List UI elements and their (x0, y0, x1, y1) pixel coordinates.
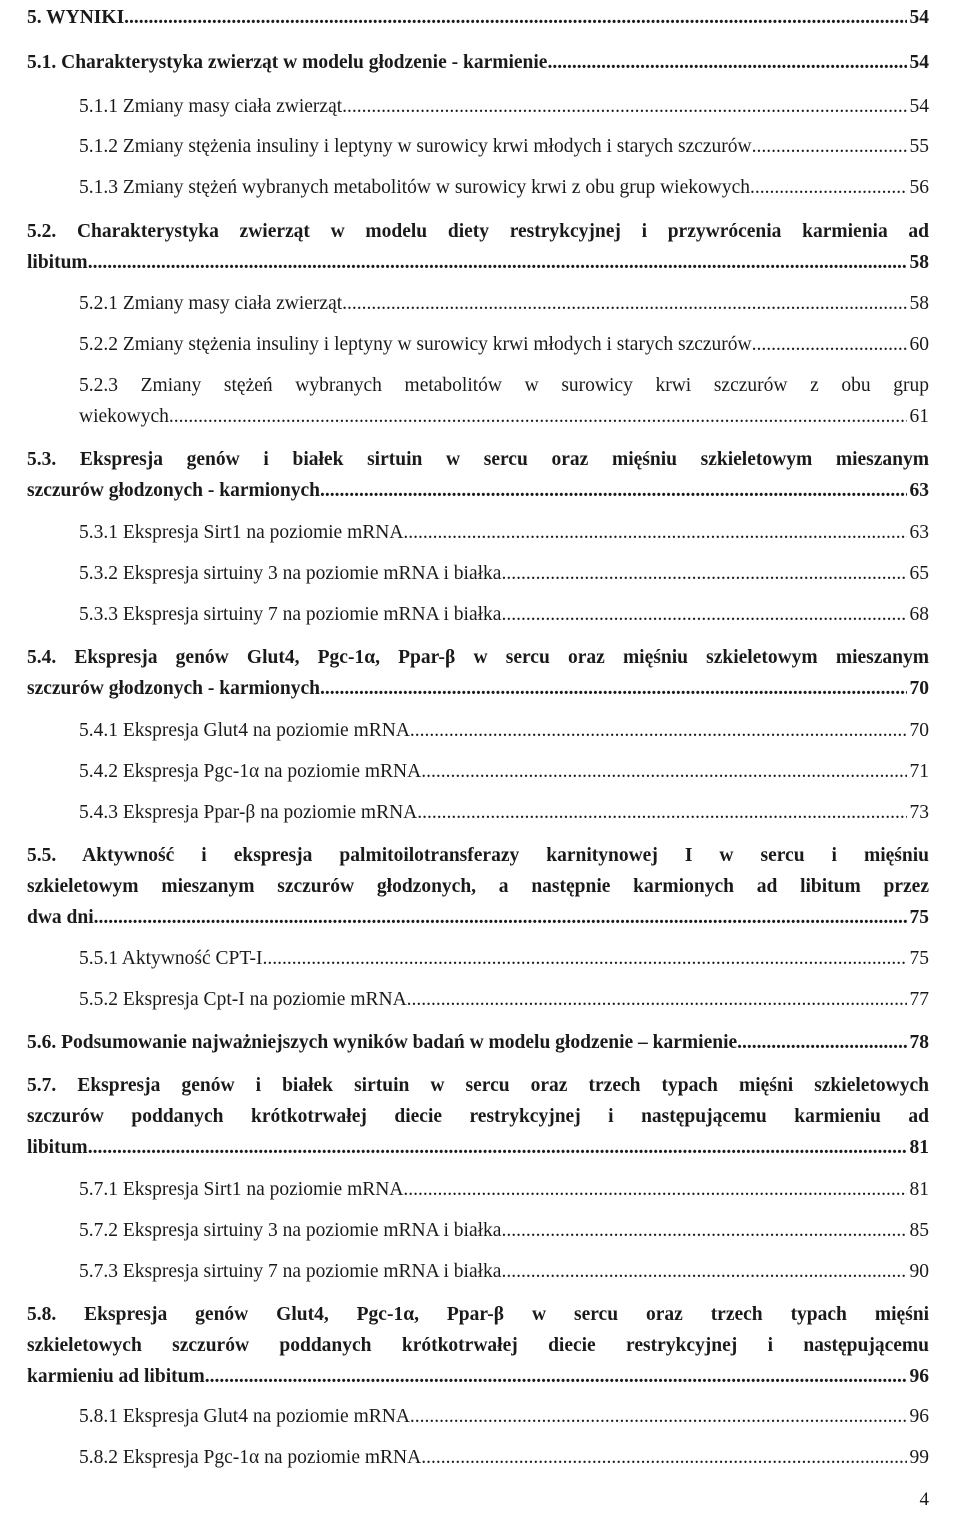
toc-entry-title: 5.7.2 Ekspresja sirtuiny 3 na poziomie mRNA i białka (79, 1220, 502, 1241)
dot-leader (403, 1174, 906, 1205)
toc-subsection-entry[interactable] (79, 1442, 929, 1473)
toc-page-number: 55 (909, 136, 929, 157)
toc-subsection-entry[interactable] (79, 984, 929, 1015)
toc-entry-title: szczurów głodzonych - karmionych (27, 678, 321, 699)
dot-leader (417, 797, 906, 828)
toc-entry-title: 5.1.3 Zmiany stężeń wybranych metabolitów w surowicy krwi z obu grup wiekowych (79, 177, 750, 198)
dot-leader (342, 91, 906, 122)
toc-page-number: 63 (909, 522, 929, 543)
toc-entry-title: 5. WYNIKI (27, 7, 125, 28)
toc-page-number: 96 (909, 1366, 929, 1387)
toc-entry-title: 5.8.1 Ekspresja Glut4 na poziomie mRNA (79, 1406, 410, 1427)
toc-entry-title-line: 5.2. Charakterystyka zwierząt w modelu diety restrykcyjnej i przywrócenia karmienia ad (27, 221, 929, 242)
toc-entry-title-line: 5.7. Ekspresja genów i białek sirtuin w sercu oraz trzech typach mięśni szkieletowych (27, 1075, 929, 1096)
toc-page-number: 61 (909, 406, 929, 427)
toc-page-number: 70 (909, 720, 929, 741)
toc-entry-title-line: 5.5. Aktywność i ekspresja palmitoilotransferazy karnitynowej I w sercu i mięśniu (27, 845, 929, 866)
dot-leader (421, 756, 906, 787)
toc-entry-title-line: 5.2.3 Zmiany stężeń wybranych metabolitów w surowicy krwi szczurów z obu grup (79, 375, 929, 396)
toc-page-number: 73 (909, 802, 929, 823)
dot-leader (169, 401, 907, 432)
toc-entry-title: 5.2.2 Zmiany stężenia insuliny i leptyny w surowicy krwi młodych i starych szczurów (79, 334, 752, 355)
toc-page-number: 96 (909, 1406, 929, 1427)
toc-page-number: 81 (909, 1179, 929, 1200)
toc-entry-title: libitum (27, 252, 88, 273)
toc-page-number: 54 (909, 7, 929, 28)
toc-subsection-entry[interactable] (79, 599, 929, 630)
toc-section-entry[interactable] (27, 1299, 929, 1392)
dot-leader (547, 47, 906, 78)
toc-entry-title-line: 5.4. Ekspresja genów Glut4, Pgc-1α, Ppar-β w sercu oraz mięśniu szkieletowym mieszanym (27, 647, 929, 668)
toc-page-number: 54 (909, 96, 929, 117)
toc-page-number: 77 (909, 989, 929, 1010)
toc-entry-title: 5.1. Charakterystyka zwierząt w modelu głodzenie - karmienie (27, 52, 548, 73)
toc-section-entry[interactable] (27, 840, 929, 933)
toc-page-number: 68 (909, 604, 929, 625)
toc-entry-title: 5.1.2 Zmiany stężenia insuliny i leptyny w surowicy krwi młodych i starych szczurów (79, 136, 752, 157)
dot-leader (752, 329, 907, 360)
dot-leader (342, 288, 906, 319)
toc-entry-title: 5.4.2 Ekspresja Pgc-1α na poziomie mRNA (79, 761, 422, 782)
toc-entry-title-line: 5.3. Ekspresja genów i białek sirtuin w sercu oraz mięśniu szkieletowym mieszanym (27, 449, 929, 470)
toc-subsection-entry[interactable] (79, 715, 929, 746)
dot-leader (752, 131, 907, 162)
toc-entry-title: 5.4.3 Ekspresja Ppar-β na poziomie mRNA (79, 802, 418, 823)
dot-leader (94, 902, 907, 933)
toc-section-entry[interactable] (27, 216, 929, 278)
toc-page-number: 60 (909, 334, 929, 355)
toc-section-entry[interactable] (27, 1070, 929, 1163)
dot-leader (750, 172, 907, 203)
toc-entry-title-line: szkieletowym mieszanym szczurów głodzonych, a następnie karmionych ad libitum przez (27, 876, 929, 897)
toc-entry-title: libitum (27, 1137, 88, 1158)
toc-entry-title: szczurów głodzonych - karmionych (27, 480, 321, 501)
toc-page-number: 70 (909, 678, 929, 699)
toc-section-entry[interactable] (27, 642, 929, 704)
toc-entry-title: dwa dni (27, 907, 94, 928)
toc-subsection-entry[interactable] (79, 288, 929, 319)
toc-page-number: 78 (909, 1032, 929, 1053)
dot-leader (410, 1401, 907, 1432)
dot-leader (262, 943, 906, 974)
dot-leader (88, 247, 907, 278)
toc-entry-title: 5.2.1 Zmiany masy ciała zwierząt (79, 293, 343, 314)
toc-subsection-entry[interactable] (79, 131, 929, 162)
toc-entry-title-line: 5.8. Ekspresja genów Glut4, Pgc-1α, Ppar-β w sercu oraz trzech typach mięśni (27, 1304, 929, 1325)
toc-section-entry[interactable] (27, 2, 929, 33)
dot-leader (88, 1132, 907, 1163)
toc-subsection-entry[interactable] (79, 172, 929, 203)
toc-subsection-entry[interactable] (79, 1256, 929, 1287)
toc-page-number: 58 (909, 293, 929, 314)
toc-page-number: 85 (909, 1220, 929, 1241)
toc-entry-title: wiekowych (79, 406, 169, 427)
dot-leader (501, 1215, 906, 1246)
toc-subsection-entry[interactable] (79, 943, 929, 974)
toc-subsection-entry[interactable] (79, 329, 929, 360)
toc-subsection-entry[interactable] (79, 91, 929, 122)
toc-page-number: 63 (909, 480, 929, 501)
toc-entry-title: 5.3.2 Ekspresja sirtuiny 3 na poziomie mRNA i białka (79, 563, 502, 584)
toc-page-number: 54 (909, 52, 929, 73)
dot-leader (407, 984, 907, 1015)
dot-leader (501, 599, 906, 630)
dot-leader (320, 673, 906, 704)
toc-subsection-entry[interactable] (79, 558, 929, 589)
toc-entry-title: 5.7.1 Ekspresja Sirt1 na poziomie mRNA (79, 1179, 404, 1200)
toc-entry-title: 5.6. Podsumowanie najważniejszych wyników badań w modelu głodzenie – karmienie (27, 1032, 738, 1053)
dot-leader (410, 715, 907, 746)
toc-subsection-entry[interactable] (79, 797, 929, 828)
toc-entry-title: 5.5.2 Ekspresja Cpt-I na poziomie mRNA (79, 989, 407, 1010)
toc-page-number: 58 (909, 252, 929, 273)
toc-entry-title-line: szkieletowych szczurów poddanych krótkotrwałej diecie restrykcyjnej i następującemu (27, 1335, 929, 1356)
toc-entry-title: 5.8.2 Ekspresja Pgc-1α na poziomie mRNA (79, 1447, 422, 1468)
toc-page-number: 81 (909, 1137, 929, 1158)
toc-page-number: 75 (909, 907, 929, 928)
toc-subsection-entry[interactable] (79, 517, 929, 548)
dot-leader (205, 1361, 907, 1392)
toc-page-number: 90 (909, 1261, 929, 1282)
dot-leader (320, 475, 906, 506)
toc-page-number: 56 (909, 177, 929, 198)
toc-entry-title: 5.3.3 Ekspresja sirtuiny 7 na poziomie mRNA i białka (79, 604, 502, 625)
toc-page-number: 99 (909, 1447, 929, 1468)
toc-entry-title: 5.7.3 Ekspresja sirtuiny 7 na poziomie mRNA i białka (79, 1261, 502, 1282)
toc-subsection-entry[interactable] (79, 1401, 929, 1432)
toc-section-entry[interactable] (27, 47, 929, 78)
toc-page-number: 65 (909, 563, 929, 584)
toc-subsection-entry[interactable] (79, 1174, 929, 1205)
dot-leader (737, 1027, 906, 1058)
toc-entry-title: 5.4.1 Ekspresja Glut4 na poziomie mRNA (79, 720, 410, 741)
toc-entry-title: karmieniu ad libitum (27, 1366, 205, 1387)
toc-entry-title: 5.3.1 Ekspresja Sirt1 na poziomie mRNA (79, 522, 404, 543)
dot-leader (421, 1442, 906, 1473)
toc-entry-title: 5.5.1 Aktywność CPT-I (79, 948, 263, 969)
toc-page-number: 71 (909, 761, 929, 782)
dot-leader (403, 517, 906, 548)
toc-subsection-entry[interactable] (79, 756, 929, 787)
toc-page-number: 75 (909, 948, 929, 969)
dot-leader (501, 1256, 906, 1287)
toc-entry-title: 5.1.1 Zmiany masy ciała zwierząt (79, 96, 343, 117)
dot-leader (124, 2, 906, 33)
dot-leader (501, 558, 906, 589)
toc-section-entry[interactable] (27, 444, 929, 506)
page-number: 4 (919, 1489, 929, 1510)
toc-section-entry[interactable] (27, 1027, 929, 1058)
toc-subsection-entry[interactable] (79, 370, 929, 432)
toc-subsection-entry[interactable] (79, 1215, 929, 1246)
toc-entry-title-line: szczurów poddanych krótkotrwałej diecie restrykcyjnej i następującemu karmieniu ad (27, 1106, 929, 1127)
